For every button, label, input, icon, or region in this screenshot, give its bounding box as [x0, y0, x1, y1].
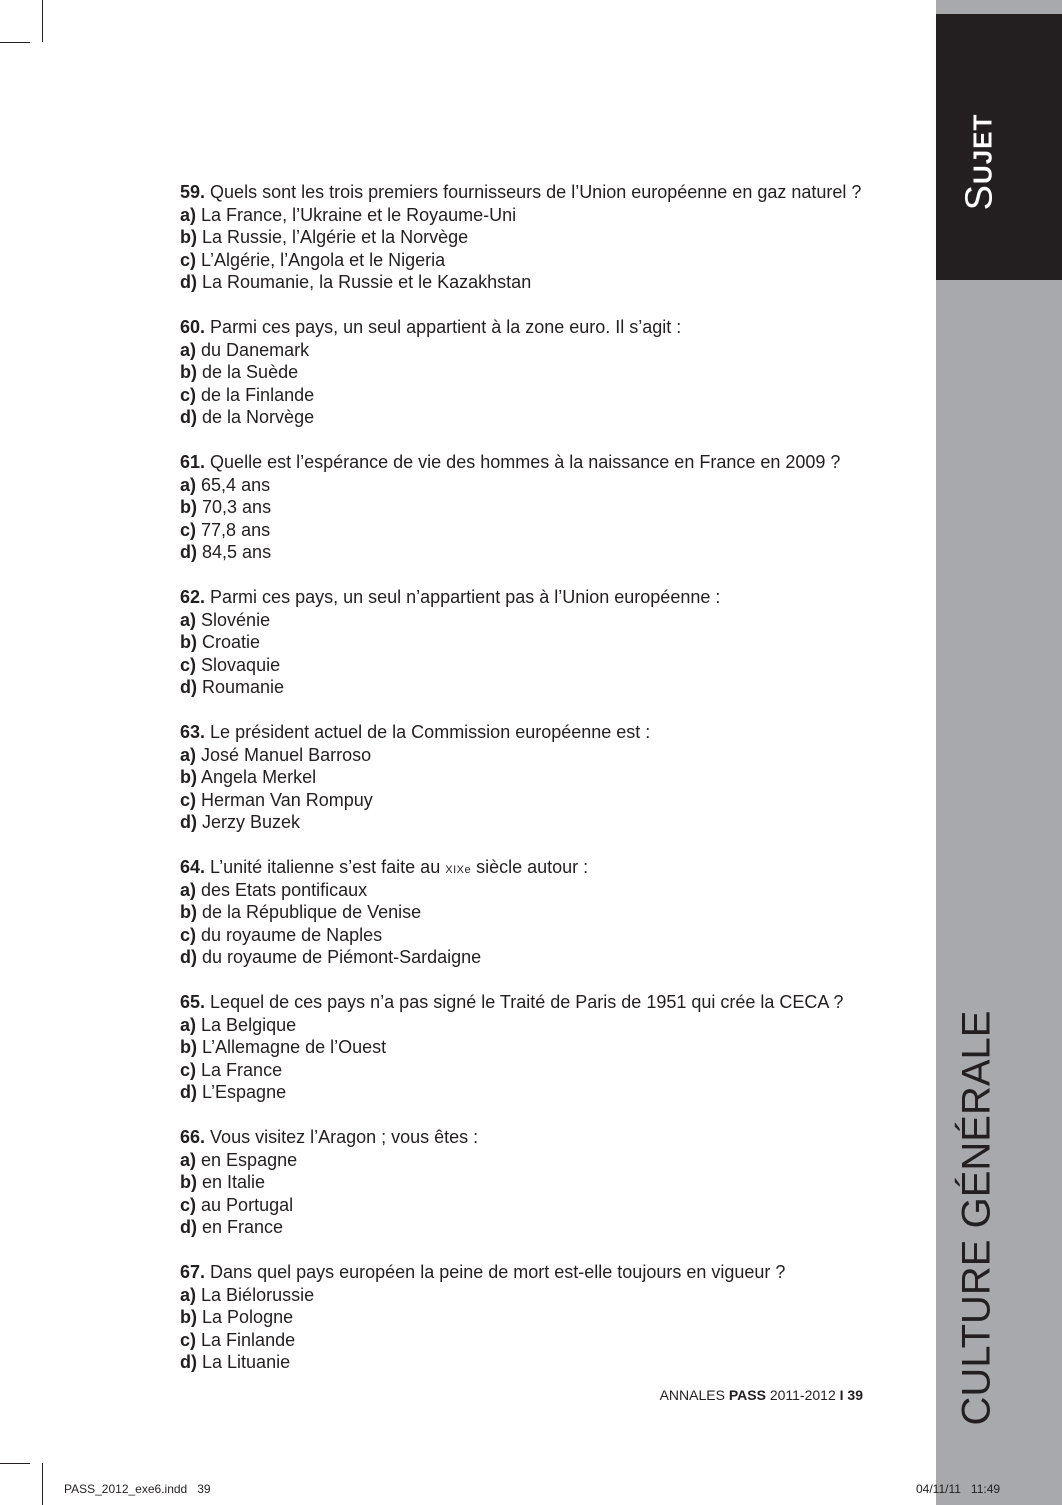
slug-file: PASS_2012_exe6.indd 39 [64, 1482, 211, 1496]
option-text: de la Finlande [201, 384, 315, 405]
answer-option [180, 811, 880, 834]
answer-option [180, 609, 880, 632]
option-text: Slovaquie [201, 654, 281, 675]
option-letter: b) [180, 1037, 197, 1057]
question-prompt: Dans quel pays européen la peine de mort est-elle toujours en vigueur ? [210, 1262, 786, 1282]
page-footer [660, 1387, 863, 1403]
answer-option [180, 361, 880, 384]
option-letter: c) [180, 1059, 197, 1080]
option-text: La Russie, l’Algérie et la Norvège [202, 227, 469, 247]
question-59 [180, 181, 880, 294]
answer-option [180, 474, 880, 497]
question-prompt: Parmi ces pays, un seul appartient à la zone euro. Il s’agit : [210, 317, 682, 337]
footer-years: 2011-2012 [769, 1387, 836, 1403]
option-letter: a) [180, 879, 197, 900]
question-60 [180, 316, 880, 429]
option-text: 65,4 ans [201, 474, 271, 495]
option-letter: d) [180, 272, 197, 292]
option-letter: c) [180, 384, 197, 405]
question-text [180, 991, 880, 1014]
option-text: Angela Merkel [201, 767, 317, 787]
option-letter: b) [180, 1172, 197, 1192]
answer-option [180, 1329, 880, 1352]
option-letter: a) [180, 744, 197, 765]
answer-option [180, 226, 880, 249]
option-text: du Danemark [201, 339, 310, 360]
answer-option [180, 879, 880, 902]
answer-option [180, 901, 880, 924]
option-text: de la Suède [202, 362, 299, 382]
question-text [180, 1261, 880, 1284]
answer-option [180, 676, 880, 699]
answer-option [180, 1059, 880, 1082]
question-prompt: Parmi ces pays, un seul n’appartient pas à l’Union européenne : [210, 587, 721, 607]
option-letter: a) [180, 609, 197, 630]
answer-option [180, 1216, 880, 1239]
option-text: Croatie [202, 632, 261, 652]
option-text: au Portugal [201, 1194, 294, 1215]
answer-option [180, 271, 880, 294]
answer-option [180, 1149, 880, 1172]
slug-datetime: 04/11/11 11:49 [916, 1482, 1001, 1496]
option-letter: b) [180, 632, 197, 652]
option-text: La France [201, 1059, 283, 1080]
option-letter: a) [180, 1149, 197, 1170]
option-text: du royaume de Naples [201, 924, 383, 945]
option-text: La Belgique [201, 1014, 297, 1035]
question-prompt: L’unité italienne s’est faite au [210, 857, 441, 877]
question-number: 59. [180, 182, 206, 202]
question-prompt-end: siècle autour : [476, 857, 589, 877]
question-number: 66. [180, 1127, 206, 1147]
option-text: 84,5 ans [202, 542, 272, 562]
option-text: La Roumanie, la Russie et le Kazakhstan [202, 272, 532, 292]
crop-mark [42, 0, 43, 42]
question-64 [180, 856, 880, 969]
option-text: du royaume de Piémont-Sardaigne [202, 947, 482, 967]
question-62 [180, 586, 880, 699]
answer-option [180, 789, 880, 812]
option-letter: b) [180, 227, 197, 247]
option-letter: d) [180, 1352, 197, 1372]
century-numeral: XIXe [445, 864, 472, 876]
question-text [180, 856, 880, 879]
option-text: José Manuel Barroso [201, 744, 372, 765]
option-letter: c) [180, 519, 197, 540]
answer-option [180, 1014, 880, 1037]
question-number: 60. [180, 317, 206, 337]
option-text: de la Norvège [202, 407, 315, 427]
option-letter: d) [180, 947, 197, 967]
option-letter: b) [180, 767, 197, 787]
option-text: en Espagne [201, 1149, 298, 1170]
option-text: La Pologne [202, 1307, 294, 1327]
page-number: 39 [847, 1387, 863, 1403]
footer-pass: PASS [728, 1387, 766, 1403]
answer-option [180, 631, 880, 654]
option-letter: b) [180, 902, 197, 922]
option-text: 77,8 ans [201, 519, 271, 540]
question-prompt: Vous visitez l’Aragon ; vous êtes : [210, 1127, 479, 1147]
question-61 [180, 451, 880, 564]
question-text [180, 451, 880, 474]
crop-mark [0, 42, 30, 43]
option-letter: b) [180, 362, 197, 382]
option-text: des Etats pontificaux [201, 879, 368, 900]
answer-option [180, 406, 880, 429]
side-tab-section: CULTURE GÉNÉRALE [954, 1010, 999, 1426]
option-letter: b) [180, 1307, 197, 1327]
question-number: 64. [180, 857, 206, 877]
answer-option [180, 744, 880, 767]
question-prompt: Quelle est l’espérance de vie des hommes à la naissance en France en 2009 ? [210, 452, 841, 472]
option-text: L’Espagne [202, 1082, 287, 1102]
option-text: La Lituanie [202, 1352, 291, 1372]
question-text [180, 316, 880, 339]
footer-annales: ANNALES [659, 1387, 725, 1403]
option-letter: d) [180, 1217, 197, 1237]
option-text: Roumanie [202, 677, 285, 697]
option-text: 70,3 ans [202, 497, 272, 517]
answer-option [180, 541, 880, 564]
question-number: 63. [180, 722, 206, 742]
question-65 [180, 991, 880, 1104]
option-letter: a) [180, 339, 197, 360]
answer-option [180, 946, 880, 969]
option-text: L’Algérie, l’Angola et le Nigeria [201, 249, 446, 270]
option-letter: d) [180, 812, 197, 832]
question-prompt: Quels sont les trois premiers fournisseurs de l’Union européenne en gaz naturel ? [210, 182, 862, 202]
option-text: La Biélorussie [201, 1284, 315, 1305]
question-number: 62. [180, 587, 206, 607]
answer-option [180, 654, 880, 677]
question-67 [180, 1261, 880, 1374]
option-letter: c) [180, 1194, 197, 1215]
option-text: La France, l’Ukraine et le Royaume-Uni [201, 204, 517, 225]
crop-mark [0, 1463, 30, 1464]
option-letter: c) [180, 924, 197, 945]
option-text: Slovénie [201, 609, 271, 630]
option-letter: d) [180, 1082, 197, 1102]
answer-option [180, 1306, 880, 1329]
option-letter: c) [180, 1329, 197, 1350]
option-text: Herman Van Rompuy [201, 789, 373, 810]
answer-option [180, 204, 880, 227]
option-text: Jerzy Buzek [202, 812, 301, 832]
option-text: en France [202, 1217, 284, 1237]
question-number: 61. [180, 452, 206, 472]
option-letter: a) [180, 474, 197, 495]
option-letter: b) [180, 497, 197, 517]
answer-option [180, 249, 880, 272]
answer-option [180, 1081, 880, 1104]
question-list [180, 181, 880, 1396]
option-text: de la République de Venise [202, 902, 422, 922]
answer-option [180, 766, 880, 789]
option-letter: c) [180, 249, 197, 270]
answer-option [180, 1194, 880, 1217]
answer-option [180, 384, 880, 407]
question-text [180, 586, 880, 609]
option-text: en Italie [202, 1172, 266, 1192]
question-number: 65. [180, 992, 206, 1012]
question-prompt: Lequel de ces pays n’a pas signé le Traité de Paris de 1951 qui crée la CECA ? [210, 992, 844, 1012]
question-66 [180, 1126, 880, 1239]
question-63 [180, 721, 880, 834]
answer-option [180, 1351, 880, 1374]
option-letter: a) [180, 204, 197, 225]
option-letter: d) [180, 677, 197, 697]
answer-option [180, 339, 880, 362]
option-letter: a) [180, 1014, 197, 1035]
answer-option [180, 1284, 880, 1307]
question-text [180, 181, 880, 204]
answer-option [180, 519, 880, 542]
question-number: 67. [180, 1262, 206, 1282]
option-letter: c) [180, 654, 197, 675]
option-letter: d) [180, 542, 197, 562]
option-text: La Finlande [201, 1329, 296, 1350]
question-text [180, 1126, 880, 1149]
option-letter: c) [180, 789, 197, 810]
side-tab-sujet: SUJET [958, 113, 1001, 211]
question-text [180, 721, 880, 744]
crop-mark [42, 1463, 43, 1505]
option-letter: a) [180, 1284, 197, 1305]
answer-option [180, 924, 880, 947]
answer-option [180, 1171, 880, 1194]
answer-option [180, 1036, 880, 1059]
footer-separator: I [839, 1387, 844, 1403]
option-letter: d) [180, 407, 197, 427]
question-prompt: Le président actuel de la Commission européenne est : [210, 722, 651, 742]
answer-option [180, 496, 880, 519]
option-text: L’Allemagne de l’Ouest [202, 1037, 387, 1057]
